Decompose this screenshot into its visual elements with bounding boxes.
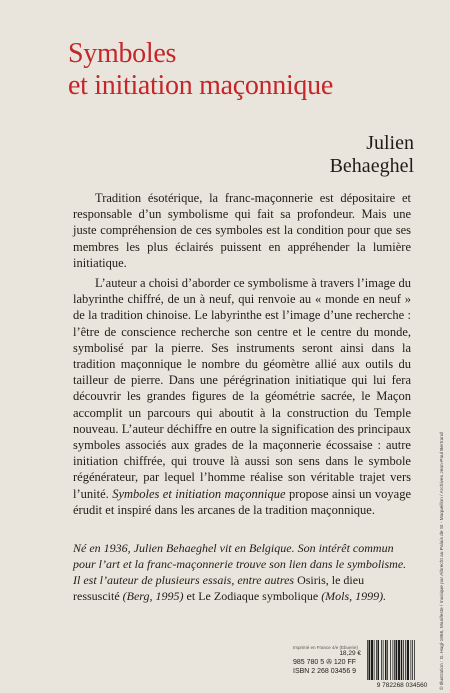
summary-paragraph-2-part-1: L’auteur a choisi d’aborder ce symbolisme à travers l’image du labyrinthe chiffré, de un à neuf, qui renvoie au « monde en neuf » de la tradition chinoise. Le labyrinthe est l’image d’une recherche : l’être de conscience recherche son centre et le centre du monde, symbolisé par la pierre. Ses instruments seront ainsi dans la tradition maçonnique le nombre du géomètre allié aux outils du tailleur de pierre. Dans une pérégrination initiatique qui lui fera découvrir les grandes figures de la géométrie sacrée, le Maçon accomplit un parcours qui aboutit à la construction du Temple nouveau. L’auteur déchiffre en outre la signification des principaux symboles associés aux grades de la maçonnerie écossaise : autre initiation chiffrée, qui trouve là aussi son sens dans le symbole régénérateur, par lequel l’homme réalise son véritable trajet vers l’unité. — [73, 276, 411, 501]
summary-text — [73, 190, 411, 518]
author-bio — [73, 540, 413, 604]
bio-intro: Né en 1936, Julien Behaeghel vit en Belgique. Son intérêt commun pour l’art et la franc-maçonnerie trouve son lien dans le symbolisme. Il est l’auteur de plusieurs essais, entre autres — [73, 541, 407, 587]
title-line-2: et initiation maçonnique — [68, 70, 333, 101]
title-line-1: Symboles — [68, 38, 177, 69]
printed-in: Imprimé en France 4/e (Ebuerie) — [293, 645, 359, 650]
bio-book-1-publisher: (Berg, 1995) — [122, 589, 184, 603]
bio-book-2-title: Le Zodiaque symbolique — [198, 589, 319, 603]
product-code: 985 780 5 ✇ 120 FF — [293, 659, 357, 666]
barcode-number: 9 782268 034560 — [376, 682, 428, 689]
bio-joiner: et — [186, 589, 196, 603]
author-last-name: Behaeghel — [329, 155, 414, 177]
price-euro: 18,29 € — [339, 650, 361, 657]
bio-book-2-publisher: (Mols, 1999). — [321, 589, 387, 603]
price-block — [293, 645, 363, 676]
book-title — [68, 38, 333, 102]
bio-book-1-title: Osiris, le dieu ressuscité — [73, 573, 365, 603]
summary-paragraph-1: Tradition ésotérique, la franc-maçonnerie est dépositaire et responsable d’un symbolisme qui fait sa profondeur. Mais une juste compréhension de ces symboles est la condition pour que ses membres les plus éclairés puissent en appréhender la lumière initiatique. — [73, 191, 411, 270]
summary-paragraph-2 — [73, 275, 411, 518]
isbn-text: ISBN 2 268 03456 9 — [293, 668, 357, 675]
barcode — [366, 640, 436, 688]
illustration-credit: © Illustration : G. Hugl-1966, Manifeste / musique par Albrecht au Palais de St - Maqueillon / Archives Jean-Paul Bertrand — [440, 432, 445, 690]
author-name — [330, 132, 414, 178]
summary-book-title: Symboles et initiation maçonnique — [112, 486, 286, 501]
author-first-name: Julien — [366, 132, 414, 154]
summary-paragraph-2-part-2: propose ainsi un voyage érudit et inspiré dans les arcanes de la tradition maçonnique. — [73, 486, 412, 517]
